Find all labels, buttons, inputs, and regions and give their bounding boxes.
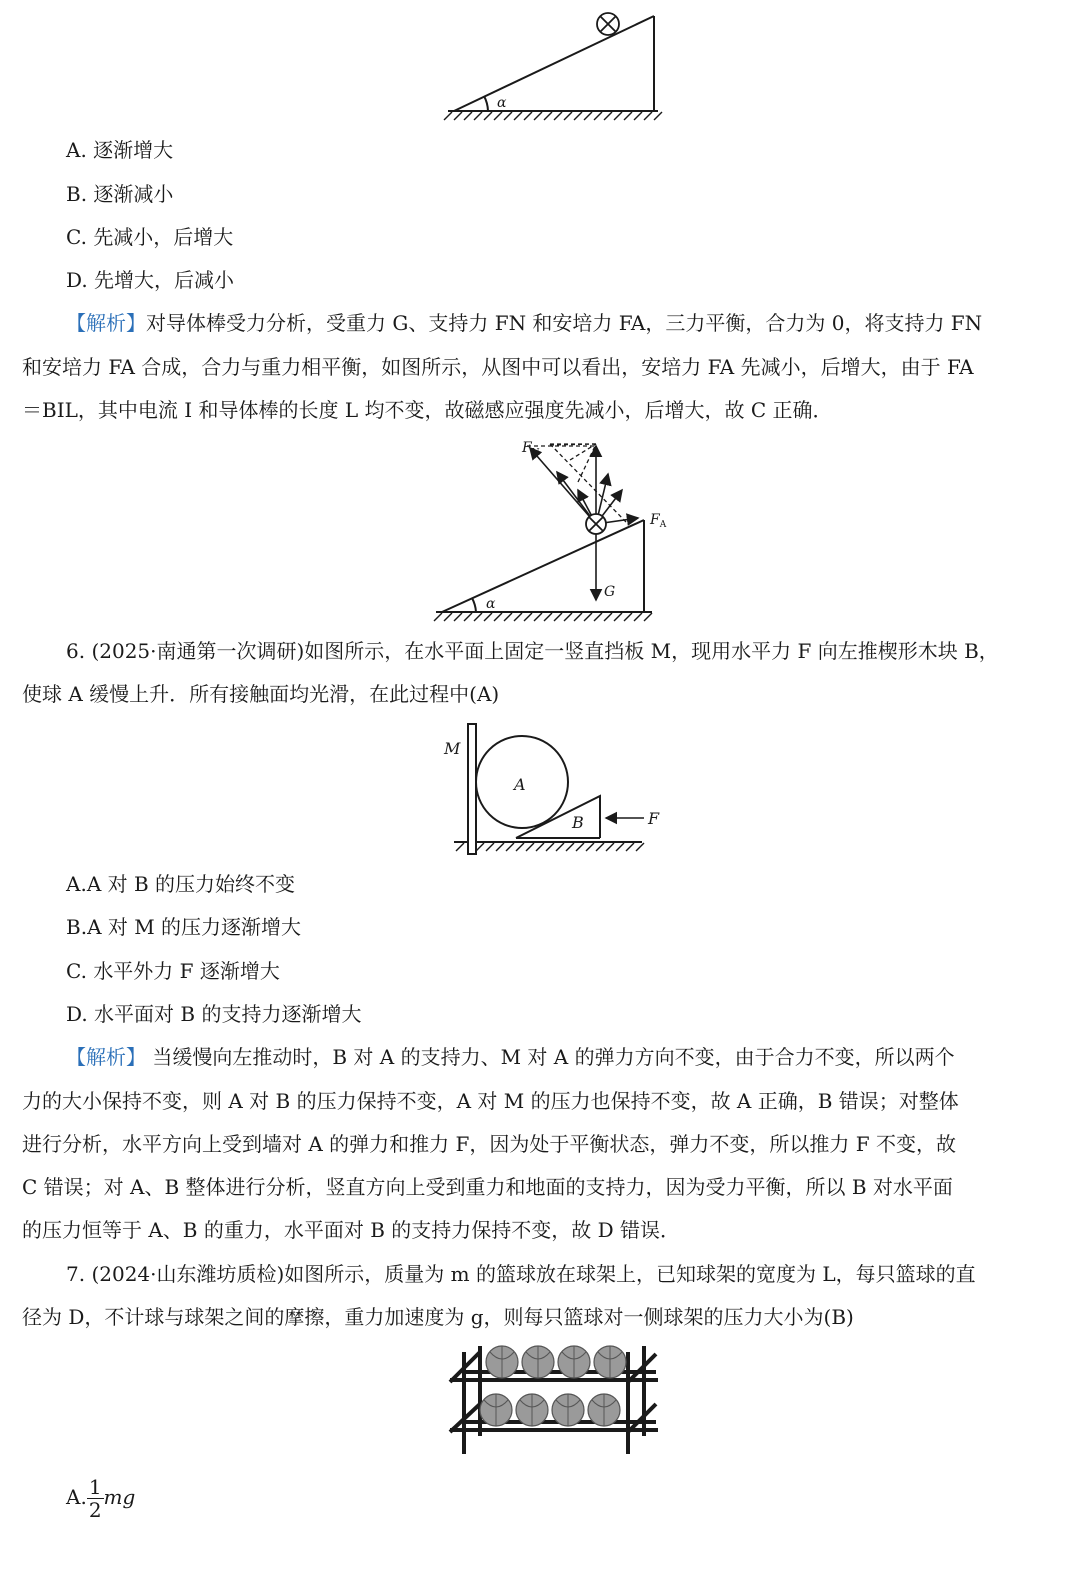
ball-wedge-figure <box>440 720 670 860</box>
conductor-into-page-icon <box>597 13 619 35</box>
analysis-tag: 【解析】 <box>66 311 146 335</box>
force-fa-label: $F_A$ <box>650 512 667 530</box>
q6-option-c[interactable]: C. 水平外力 F 逐渐增大 <box>66 959 280 983</box>
wedge-b-label: B <box>572 813 584 832</box>
q5-option-b[interactable]: B. 逐渐减小 <box>66 182 174 206</box>
q6-analysis-line-4: C 错误；对 A、B 整体进行分析，竖直方向上受到重力和地面的支持力，因为受力平衡，所以 B 对水平面 <box>22 1175 953 1199</box>
q6-option-d[interactable]: D. 水平面对 B 的支持力逐渐增大 <box>66 1002 362 1026</box>
q5-analysis-line-2: 和安培力 FA 合成，合力与重力相平衡，如图所示，从图中可以看出，安培力 FA 先减小，后增大，由于 FA <box>22 355 974 379</box>
q6-option-a[interactable]: A.A 对 B 的压力始终不变 <box>66 872 296 896</box>
conductor-into-page-icon <box>586 514 606 534</box>
q5-option-d[interactable]: D. 先增大，后减小 <box>66 268 235 292</box>
q6-analysis-line-3: 进行分析，水平方向上受到墙对 A 的弹力和推力 F，因为处于平衡状态，弹力不变，所以推力 F 不变，故 <box>22 1132 956 1156</box>
ball-a-label: A <box>514 775 526 794</box>
q5-option-a[interactable]: A. 逐渐增大 <box>66 138 174 162</box>
q6-option-b[interactable]: B.A 对 M 的压力逐渐增大 <box>66 915 302 939</box>
basketball-rack-figure <box>446 1342 666 1462</box>
q5-analysis-line-1: 【解析】对导体棒受力分析，受重力 G、支持力 FN 和安培力 FA，三力平衡，合力为 0，将支持力 FN <box>66 311 983 335</box>
q7-stem-line-2: 径为 D，不计球与球架之间的摩擦，重力加速度为 g，则每只篮球对一侧球架的压力大小为(B) <box>22 1305 854 1329</box>
q6-stem-line-2: 使球 A 缓慢上升．所有接触面均光滑，在此过程中(A) <box>22 682 500 706</box>
q5-analysis-line-3: ＝BIL，其中电流 I 和导体棒的长度 L 均不变，故磁感应强度先减小，后增大，故 C 正确． <box>22 398 833 422</box>
force-f-label: F <box>648 809 660 828</box>
fraction-one-half: $\frac{1}{2}$ <box>88 1475 102 1522</box>
analysis-tag: 【解析】 <box>66 1045 146 1069</box>
incline-figure <box>440 8 670 126</box>
angle-alpha-label: α <box>486 596 496 612</box>
force-fn-label: $F_N$ <box>522 440 540 458</box>
wall-m-label: M <box>444 739 461 758</box>
q6-analysis-line-2: 力的大小保持不变，则 A 对 B 的压力保持不变，A 对 M 的压力也保持不变，故 A 正确，B 错误；对整体 <box>22 1089 959 1113</box>
q7-stem-line-1: 7. (2024·山东潍坊质检)如图所示，质量为 m 的篮球放在球架上，已知球架的宽度为 L，每只篮球的直 <box>66 1262 976 1286</box>
q6-analysis-line-1: 【解析】 当缓慢向左推动时，B 对 A 的支持力、M 对 A 的弹力方向不变，由于合力不变，所以两个 <box>66 1045 955 1069</box>
q6-stem-line-1: 6. (2025·南通第一次调研)如图所示，在水平面上固定一竖直挡板 M，现用水平力 F 向左推楔形木块 B， <box>66 639 999 663</box>
angle-alpha-label: α <box>497 95 507 111</box>
force-analysis-figure <box>430 434 670 634</box>
q6-analysis-line-5: 的压力恒等于 A、B 的重力，水平面对 B 的支持力保持不变，故 D 错误． <box>22 1218 681 1242</box>
q5-option-c[interactable]: C. 先减小，后增大 <box>66 225 234 249</box>
q7-option-a[interactable]: A. $\frac{1}{2}$ mg <box>66 1475 136 1522</box>
force-g-label: G <box>604 584 616 600</box>
